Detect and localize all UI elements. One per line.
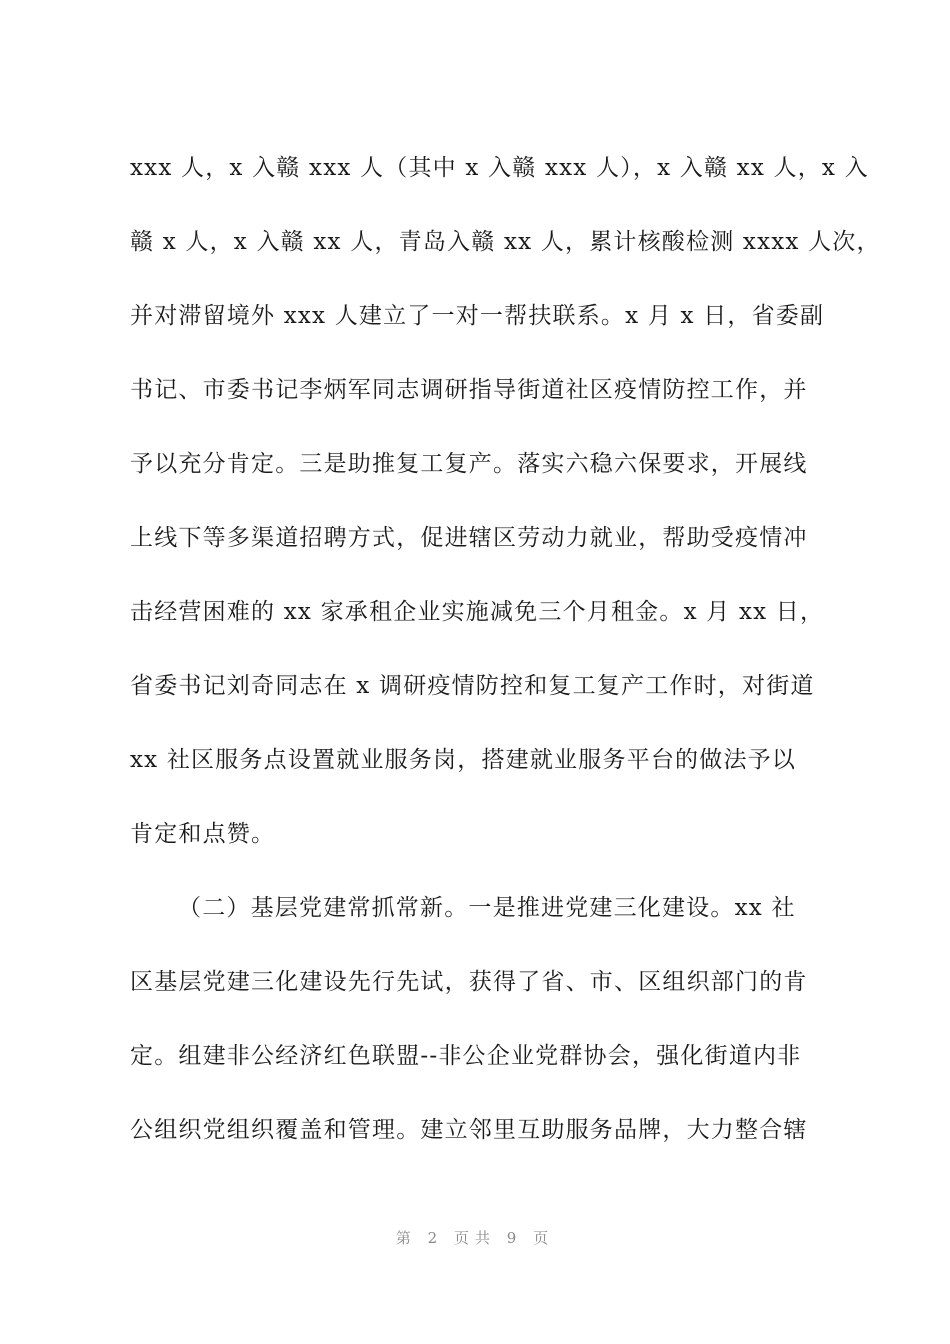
paragraph-heading-line: （二）基层党建常抓常新。一是推进党建三化建设。xx 社 bbox=[178, 895, 796, 921]
text-line: 书记、市委书记李炳军同志调研指导街道社区疫情防控工作，并 bbox=[130, 377, 808, 403]
page-number-footer: 第 2 页共 9 页 bbox=[395, 1229, 555, 1247]
text-line: 省委书记刘奇同志在 x 调研疫情防控和复工复产工作时，对街道 bbox=[130, 673, 815, 699]
text-line: 赣 x 人，x 入赣 xx 人，青岛入赣 xx 人，累计核酸检测 xxxx 人次， bbox=[130, 229, 881, 255]
text-line: 公组织党组织覆盖和管理。建立邻里互助服务品牌，大力整合辖 bbox=[130, 1117, 808, 1143]
text-line: 区基层党建三化建设先行先试，获得了省、市、区组织部门的肯 bbox=[130, 969, 808, 995]
text-line: xxx 人，x 入赣 xxx 人（其中 x 入赣 xxx 人），x 入赣 xx 人，x 入 bbox=[130, 155, 869, 181]
text-line: 并对滞留境外 xxx 人建立了一对一帮扶联系。x 月 x 日，省委副 bbox=[130, 303, 825, 329]
text-line: 上线下等多渠道招聘方式，促进辖区劳动力就业，帮助受疫情冲 bbox=[130, 525, 808, 551]
text-line: 定。组建非公经济红色联盟--非公企业党群协会，强化街道内非 bbox=[130, 1043, 802, 1069]
text-line: 肯定和点赞。 bbox=[130, 821, 276, 847]
text-line: 予以充分肯定。三是助推复工复产。落实六稳六保要求，开展线 bbox=[130, 451, 808, 477]
text-line: 击经营困难的 xx 家承租企业实施减免三个月租金。x 月 xx 日， bbox=[130, 599, 825, 625]
text-line: xx 社区服务点设置就业服务岗，搭建就业服务平台的做法予以 bbox=[130, 747, 797, 773]
